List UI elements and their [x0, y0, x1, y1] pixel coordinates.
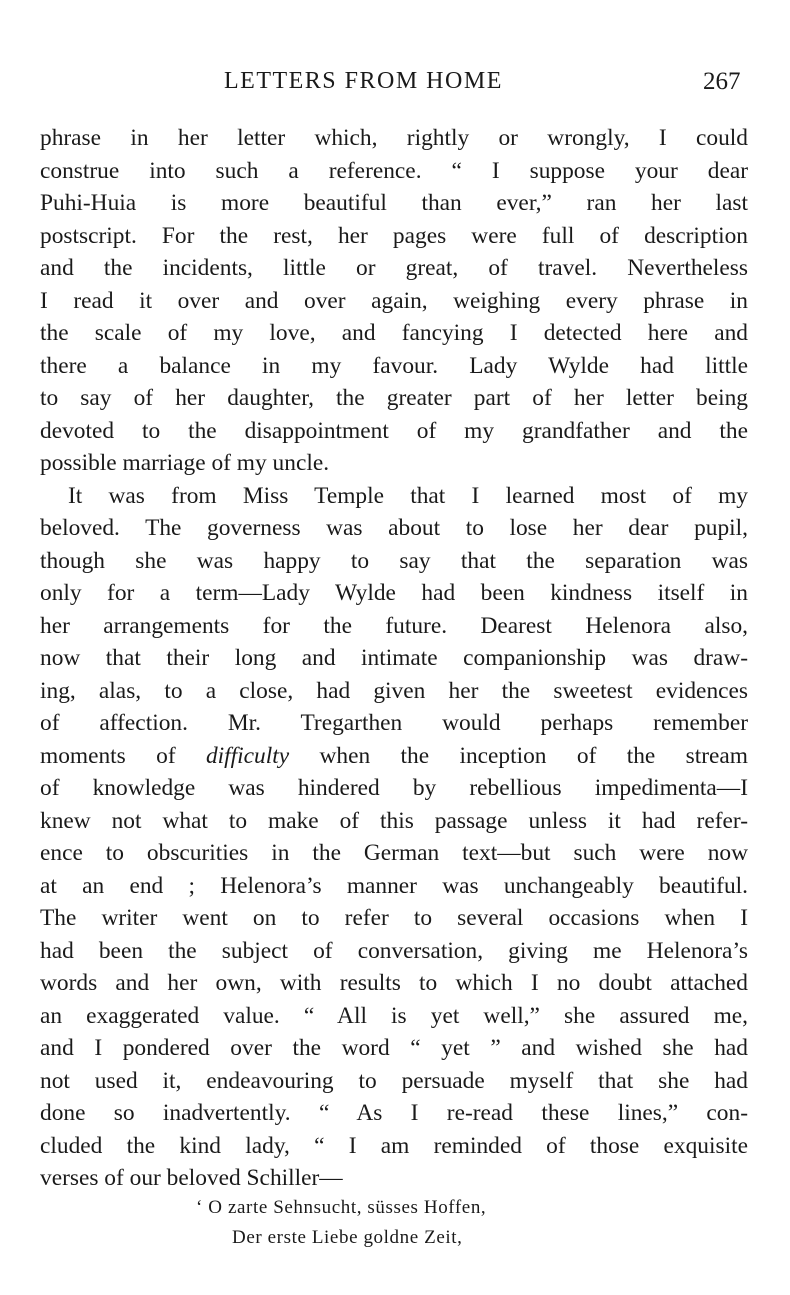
- running-title: LETTERS FROM HOME: [224, 68, 503, 94]
- paragraph-first-line: It was from Miss Temple that I learned most of my: [68, 482, 748, 509]
- text-line: of affection. Mr. Tregarthen would perhaps remember: [40, 710, 748, 736]
- text-line: done so inadvertently. “ As I re-read these lines,” con-: [40, 1100, 748, 1126]
- text-line: The writer went on to refer to several occasions when I: [40, 905, 748, 931]
- page-number: 267: [703, 68, 741, 95]
- text-line: and I pondered over the word “ yet ” and wished she had: [40, 1035, 748, 1061]
- text-line: postscript. For the rest, her pages were full of description: [40, 222, 748, 249]
- text-line: words and her own, with results to which I no doubt attached: [40, 970, 748, 996]
- text-run: when the inception of the stream: [289, 742, 748, 769]
- text-line: to say of her daughter, the greater part of her letter being: [40, 385, 748, 411]
- text-line: had been the subject of conversation, giving me Helenora’s: [40, 937, 748, 964]
- text-line: though she was happy to say that the separation was: [40, 547, 748, 574]
- text-line: the scale of my love, and fancying I detected here and: [40, 320, 748, 346]
- running-head: [0, 68, 790, 104]
- text-line: construe into such a reference. “ I suppose your dear: [40, 157, 748, 184]
- text-line: Puhi-Huia is more beautiful than ever,” ran her last: [40, 190, 748, 216]
- text-line: only for a term—Lady Wylde had been kindness itself in: [40, 580, 748, 606]
- text-line: knew not what to make of this passage unless it had refer-: [40, 807, 748, 834]
- text-line: an exaggerated value. “ All is yet well,” she assured me,: [40, 1002, 748, 1029]
- text-line: possible marriage of my uncle.: [40, 450, 330, 476]
- text-line: phrase in her letter which, rightly or wrongly, I could: [40, 125, 748, 151]
- verse-line: ‘ O zarte Sehnsucht, süsses Hoffen,: [196, 1197, 487, 1218]
- text-line: now that their long and intimate companionship was draw-: [40, 645, 748, 671]
- text-line: ence to obscurities in the German text—but such were now: [40, 840, 748, 866]
- text-run: moments of: [40, 742, 206, 769]
- verse-line: Der erste Liebe goldne Zeit,: [232, 1227, 463, 1248]
- text-line: I read it over and over again, weighing every phrase in: [40, 287, 748, 314]
- text-line: her arrangements for the future. Dearest Helenora also,: [40, 612, 748, 639]
- body-text: [40, 122, 748, 1195]
- text-line-with-emphasis: [40, 740, 748, 773]
- text-line: beloved. The governess was about to lose her dear pupil,: [40, 515, 748, 541]
- text-line: not used it, endeavouring to persuade myself that she had: [40, 1067, 748, 1094]
- text-line: cluded the kind lady, “ I am reminded of those exquisite: [40, 1132, 748, 1159]
- italic-word: difficulty: [205, 742, 290, 769]
- text-line: devoted to the disappointment of my grandfather and the: [40, 417, 748, 444]
- text-line: verses of our beloved Schiller—: [40, 1165, 343, 1191]
- text-line: of knowledge was hindered by rebellious impedimenta—I: [40, 775, 748, 801]
- text-line: and the incidents, little or great, of travel. Nevertheless: [40, 255, 748, 281]
- text-line: there a balance in my favour. Lady Wylde had little: [40, 352, 748, 379]
- text-line: at an end ; Helenora’s manner was unchangeably beautiful.: [40, 872, 748, 899]
- text-line: ing, alas, to a close, had given her the sweetest evidences: [40, 677, 748, 704]
